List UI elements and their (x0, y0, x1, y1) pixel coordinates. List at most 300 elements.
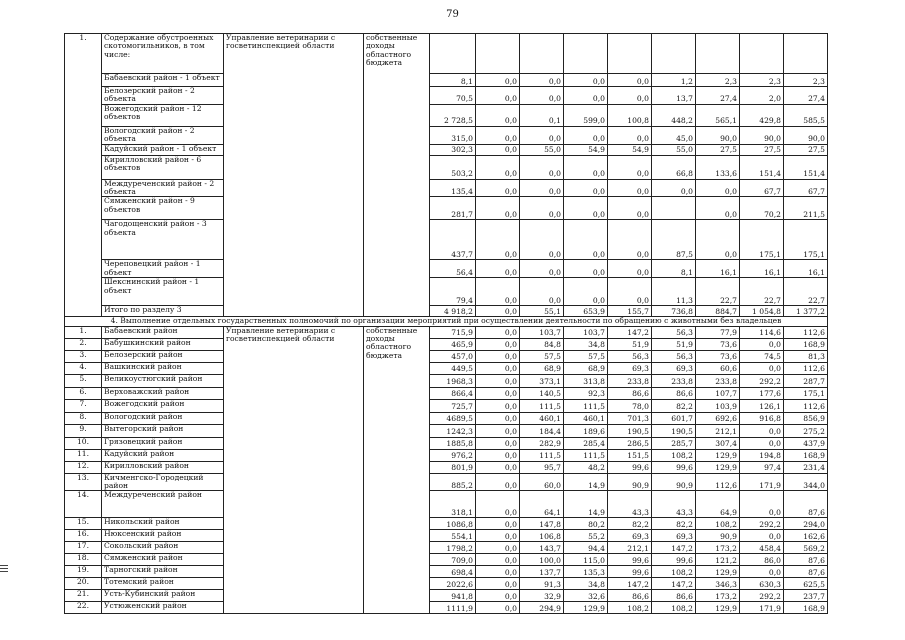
value-cell: 0,0 (476, 602, 520, 614)
row-number: 16. (65, 530, 102, 542)
table-row (65, 104, 828, 126)
value-cell: 0,0 (608, 87, 652, 105)
value-cell: 1242,3 (430, 424, 476, 437)
value-cell: 73,6 (696, 350, 740, 362)
value-cell: 64,1 (520, 491, 564, 518)
value-cell: 112,6 (784, 399, 828, 412)
value-cell: 601,7 (652, 412, 696, 424)
value-cell: 69,3 (608, 530, 652, 542)
table-row (65, 437, 828, 449)
row-name: Верховажский район (102, 387, 224, 399)
value-cell: 99,6 (608, 566, 652, 578)
table-row (65, 326, 828, 338)
executor-cell: Управление ветеринарии с госветинспекцией области (224, 34, 364, 317)
value-cell: 129,9 (696, 449, 740, 461)
table-row (65, 144, 828, 155)
value-cell: 1 377,2 (784, 306, 828, 317)
row-name: Чагодощенский район - 3 объекта (102, 220, 224, 260)
table-row (65, 412, 828, 424)
section-header-row (65, 317, 828, 326)
value-cell: 0,0 (476, 542, 520, 554)
value-cell: 73,6 (696, 338, 740, 350)
value-cell: 275,2 (784, 424, 828, 437)
value-cell: 108,2 (652, 449, 696, 461)
value-cell: 285,4 (564, 437, 608, 449)
value-cell: 292,2 (740, 518, 784, 530)
value-cell: 2,0 (740, 87, 784, 105)
row-name: Вашкинский район (102, 362, 224, 374)
value-cell: 108,2 (652, 566, 696, 578)
table-row (65, 399, 828, 412)
value-cell: 90,0 (784, 126, 828, 144)
row-number: 18. (65, 554, 102, 566)
value-cell: 151,4 (740, 155, 784, 179)
value-cell: 0,0 (740, 437, 784, 449)
row-name: Вологодский район (102, 412, 224, 424)
value-cell: 212,1 (696, 424, 740, 437)
table-row (65, 197, 828, 220)
row-number: 10. (65, 437, 102, 449)
value-cell: 0,0 (476, 155, 520, 179)
budget-table (64, 33, 828, 614)
value-cell: 8,1 (652, 260, 696, 278)
value-cell: 68,9 (564, 362, 608, 374)
value-cell: 87,6 (784, 491, 828, 518)
value-cell: 233,8 (696, 374, 740, 387)
value-cell: 313,8 (564, 374, 608, 387)
value-cell: 0,0 (476, 437, 520, 449)
value-cell: 54,9 (564, 144, 608, 155)
row-number: 1. (65, 34, 102, 317)
value-cell: 1885,8 (430, 437, 476, 449)
value-cell: 79,4 (430, 278, 476, 306)
value-cell: 194,8 (740, 449, 784, 461)
value-cell: 168,9 (784, 449, 828, 461)
value-cell: 0,0 (564, 126, 608, 144)
funding-source-cell: собственные доходы областного бюджета (364, 34, 430, 317)
value-cell: 585,5 (784, 104, 828, 126)
value-cell: 135,4 (430, 179, 476, 197)
value-cell: 0,0 (608, 74, 652, 87)
value-cell: 147,2 (652, 542, 696, 554)
row-number: 4. (65, 362, 102, 374)
value-cell: 0,0 (564, 197, 608, 220)
row-name: Вытегорский район (102, 424, 224, 437)
value-cell: 287,7 (784, 374, 828, 387)
value-cell: 86,6 (652, 590, 696, 602)
row-number: 21. (65, 590, 102, 602)
value-cell: 103,7 (564, 326, 608, 338)
value-cell: 0,0 (476, 387, 520, 399)
value-cell: 0,0 (476, 338, 520, 350)
value-cell: 95,7 (520, 461, 564, 473)
value-cell: 86,0 (740, 554, 784, 566)
value-cell: 0,0 (476, 449, 520, 461)
value-cell: 625,5 (784, 578, 828, 590)
value-cell: 147,2 (608, 578, 652, 590)
row-name: Кадуйский район - 1 объект (102, 144, 224, 155)
table-row (65, 518, 828, 530)
section-title: 4. Выполнение отдельных государственных полномочий по организации мероприятий при осуществлении деятельности по обращению с животными без владельцев (65, 317, 828, 326)
value-cell: 11,3 (652, 278, 696, 306)
value-cell (652, 197, 696, 220)
value-cell: 84,8 (520, 338, 564, 350)
row-name: Междуреченский район (102, 491, 224, 518)
value-cell: 32,6 (564, 590, 608, 602)
total-row (65, 306, 828, 317)
value-cell: 373,1 (520, 374, 564, 387)
value-cell: 51,9 (608, 338, 652, 350)
value-cell: 78,0 (608, 399, 652, 412)
row-name: Нюксенский район (102, 530, 224, 542)
value-cell: 82,2 (652, 399, 696, 412)
value-cell: 108,2 (608, 602, 652, 614)
value-cell: 114,6 (740, 326, 784, 338)
value-cell: 90,9 (608, 473, 652, 491)
row-name: Грязовецкий район (102, 437, 224, 449)
row-name: Содержание обустроенных скотомогильников, в том числе: (102, 34, 224, 74)
value-cell: 281,7 (430, 197, 476, 220)
value-cell: 99,6 (608, 461, 652, 473)
row-name: Сокольский район (102, 542, 224, 554)
value-cell: 81,3 (784, 350, 828, 362)
value-cell: 129,9 (696, 566, 740, 578)
row-name: Великоустюгский район (102, 374, 224, 387)
row-name: Вожегодский район (102, 399, 224, 412)
value-cell: 92,3 (564, 387, 608, 399)
value-cell: 448,2 (652, 104, 696, 126)
executor-cell: Управление ветеринарии с госветинспекцией области (224, 326, 364, 614)
value-cell: 86,6 (608, 387, 652, 399)
value-cell: 57,5 (564, 350, 608, 362)
value-cell: 173,2 (696, 542, 740, 554)
value-cell: 292,2 (740, 590, 784, 602)
value-cell: 111,5 (564, 399, 608, 412)
value-cell: 56,4 (430, 260, 476, 278)
value-cell: 87,6 (784, 566, 828, 578)
value-cell: 0,0 (476, 374, 520, 387)
table-row (65, 87, 828, 105)
value-cell: 346,3 (696, 578, 740, 590)
value-cell: 211,5 (784, 197, 828, 220)
table-row (65, 126, 828, 144)
value-cell: 108,2 (652, 602, 696, 614)
value-cell: 77,9 (696, 326, 740, 338)
value-cell: 0,0 (476, 412, 520, 424)
value-cell: 189,6 (564, 424, 608, 437)
value-cell: 68,9 (520, 362, 564, 374)
value-cell: 129,9 (696, 461, 740, 473)
row-name: Бабаевский район - 1 объект (102, 74, 224, 87)
value-cell: 4689,5 (430, 412, 476, 424)
table-row (65, 260, 828, 278)
row-number: 7. (65, 399, 102, 412)
value-cell: 69,3 (608, 362, 652, 374)
row-number: 5. (65, 374, 102, 387)
value-cell: 554,1 (430, 530, 476, 542)
value-cell: 168,9 (784, 338, 828, 350)
value-cell: 27,4 (784, 87, 828, 105)
table-row (65, 461, 828, 473)
table-row (65, 491, 828, 518)
value-cell: 64,9 (696, 491, 740, 518)
value-cell: 87,5 (652, 220, 696, 260)
value-cell: 885,2 (430, 473, 476, 491)
table-row (65, 74, 828, 87)
value-cell: 111,5 (564, 449, 608, 461)
value-cell: 0,0 (520, 278, 564, 306)
value-cell: 103,7 (520, 326, 564, 338)
value-cell: 60,0 (520, 473, 564, 491)
value-cell: 56,3 (652, 350, 696, 362)
row-number: 8. (65, 412, 102, 424)
value-cell (564, 34, 608, 74)
row-number: 1. (65, 326, 102, 338)
value-cell: 99,6 (652, 554, 696, 566)
value-cell: 212,1 (608, 542, 652, 554)
value-cell: 0,0 (476, 554, 520, 566)
value-cell: 112,6 (696, 473, 740, 491)
value-cell: 90,0 (696, 126, 740, 144)
value-cell: 701,3 (608, 412, 652, 424)
value-cell: 99,6 (652, 461, 696, 473)
value-cell: 2022,6 (430, 578, 476, 590)
value-cell: 99,6 (608, 554, 652, 566)
value-cell: 70,5 (430, 87, 476, 105)
value-cell: 231,4 (784, 461, 828, 473)
value-cell: 66,8 (652, 155, 696, 179)
row-name: Кичменгско-Городецкий район (102, 473, 224, 491)
value-cell: 0,0 (608, 197, 652, 220)
value-cell: 94,4 (564, 542, 608, 554)
row-name: Бабаевский район (102, 326, 224, 338)
value-cell: 137,7 (520, 566, 564, 578)
value-cell (520, 34, 564, 74)
table-row (65, 350, 828, 362)
value-cell: 57,5 (520, 350, 564, 362)
value-cell: 0,0 (608, 126, 652, 144)
value-cell: 190,5 (652, 424, 696, 437)
value-cell: 233,8 (652, 374, 696, 387)
value-cell: 1968,3 (430, 374, 476, 387)
value-cell: 0,0 (476, 306, 520, 317)
row-name: Тотемский район (102, 578, 224, 590)
value-cell: 126,1 (740, 399, 784, 412)
value-cell: 162,6 (784, 530, 828, 542)
value-cell: 45,0 (652, 126, 696, 144)
value-cell: 0,0 (520, 126, 564, 144)
value-cell: 86,6 (608, 590, 652, 602)
value-cell: 0,0 (520, 74, 564, 87)
value-cell: 112,6 (784, 362, 828, 374)
value-cell: 0,0 (520, 179, 564, 197)
value-cell: 0,0 (564, 87, 608, 105)
value-cell: 0,0 (740, 566, 784, 578)
value-cell: 16,1 (740, 260, 784, 278)
row-name: Тарногский район (102, 566, 224, 578)
value-cell: 90,0 (740, 126, 784, 144)
value-cell: 108,2 (696, 518, 740, 530)
row-name: Белозерский район (102, 350, 224, 362)
row-name: Белозерский район - 2 объекта (102, 87, 224, 105)
row-number: 12. (65, 461, 102, 473)
value-cell: 70,2 (740, 197, 784, 220)
value-cell: 884,7 (696, 306, 740, 317)
value-cell (476, 34, 520, 74)
value-cell: 0,0 (608, 155, 652, 179)
value-cell (784, 34, 828, 74)
value-cell (430, 34, 476, 74)
value-cell: 175,1 (740, 220, 784, 260)
row-number: 6. (65, 387, 102, 399)
value-cell: 0,0 (476, 126, 520, 144)
value-cell: 0,0 (476, 578, 520, 590)
row-name: Междуреченский район - 2 объекта (102, 179, 224, 197)
value-cell: 1086,8 (430, 518, 476, 530)
table-row (65, 554, 828, 566)
value-cell: 135,3 (564, 566, 608, 578)
funding-source-cell: собственные доходы областного бюджета (364, 326, 430, 614)
row-name: Бабушкинский район (102, 338, 224, 350)
row-number: 15. (65, 518, 102, 530)
page-number: 79 (446, 9, 459, 20)
row-number: 20. (65, 578, 102, 590)
value-cell: 173,2 (696, 590, 740, 602)
value-cell (608, 34, 652, 74)
value-cell: 1,2 (652, 74, 696, 87)
value-cell: 692,6 (696, 412, 740, 424)
value-cell: 0,0 (696, 220, 740, 260)
value-cell: 175,1 (784, 220, 828, 260)
value-cell: 1 054,8 (740, 306, 784, 317)
value-cell: 74,5 (740, 350, 784, 362)
value-cell: 0,0 (520, 197, 564, 220)
value-cell: 0,0 (476, 104, 520, 126)
value-cell: 0,0 (476, 399, 520, 412)
value-cell: 569,2 (784, 542, 828, 554)
value-cell: 0,0 (608, 278, 652, 306)
row-name: Сямженский район - 9 объектов (102, 197, 224, 220)
value-cell: 0,0 (476, 590, 520, 602)
table-row (65, 338, 828, 350)
value-cell: 0,0 (476, 197, 520, 220)
row-number: 22. (65, 602, 102, 614)
value-cell: 190,5 (608, 424, 652, 437)
row-name: Усть-Кубинский район (102, 590, 224, 602)
value-cell: 51,9 (652, 338, 696, 350)
value-cell: 0,0 (564, 278, 608, 306)
value-cell: 55,2 (564, 530, 608, 542)
value-cell: 100,0 (520, 554, 564, 566)
value-cell: 1798,2 (430, 542, 476, 554)
table-row (65, 155, 828, 179)
value-cell: 318,1 (430, 491, 476, 518)
value-cell: 16,1 (784, 260, 828, 278)
value-cell: 147,8 (520, 518, 564, 530)
table-row (65, 473, 828, 491)
table-row (65, 578, 828, 590)
row-name: Кирилловский район - 6 объектов (102, 155, 224, 179)
value-cell: 0,0 (476, 350, 520, 362)
value-cell: 147,2 (608, 326, 652, 338)
value-cell: 1111,9 (430, 602, 476, 614)
value-cell: 67,7 (740, 179, 784, 197)
value-cell: 801,9 (430, 461, 476, 473)
value-cell: 307,4 (696, 437, 740, 449)
value-cell: 0,0 (564, 74, 608, 87)
value-cell: 82,2 (608, 518, 652, 530)
value-cell: 111,5 (520, 399, 564, 412)
value-cell: 0,0 (476, 491, 520, 518)
value-cell: 103,9 (696, 399, 740, 412)
value-cell: 43,3 (652, 491, 696, 518)
value-cell: 177,6 (740, 387, 784, 399)
value-cell: 0,0 (520, 220, 564, 260)
value-cell: 465,9 (430, 338, 476, 350)
value-cell: 725,7 (430, 399, 476, 412)
value-cell: 0,0 (608, 260, 652, 278)
value-cell: 90,9 (652, 473, 696, 491)
row-name: Кадуйский район (102, 449, 224, 461)
row-name: Итого по разделу 3 (102, 306, 224, 317)
value-cell: 0,0 (476, 530, 520, 542)
value-cell: 0,0 (520, 87, 564, 105)
value-cell: 168,9 (784, 602, 828, 614)
table-row (65, 449, 828, 461)
value-cell: 0,0 (740, 338, 784, 350)
value-cell: 106,8 (520, 530, 564, 542)
value-cell: 69,3 (652, 530, 696, 542)
value-cell: 55,0 (520, 144, 564, 155)
row-number: 9. (65, 424, 102, 437)
value-cell: 0,0 (564, 220, 608, 260)
table-row (65, 542, 828, 554)
value-cell: 457,0 (430, 350, 476, 362)
value-cell: 315,0 (430, 126, 476, 144)
value-cell: 292,2 (740, 374, 784, 387)
value-cell: 0,0 (564, 260, 608, 278)
value-cell: 27,5 (740, 144, 784, 155)
value-cell: 143,7 (520, 542, 564, 554)
margin-marks (0, 565, 8, 574)
value-cell: 941,8 (430, 590, 476, 602)
value-cell: 69,3 (652, 362, 696, 374)
value-cell: 91,3 (520, 578, 564, 590)
value-cell: 0,0 (476, 220, 520, 260)
table-row (65, 424, 828, 437)
value-cell: 14,9 (564, 491, 608, 518)
value-cell: 282,9 (520, 437, 564, 449)
value-cell: 503,2 (430, 155, 476, 179)
value-cell: 34,8 (564, 338, 608, 350)
value-cell: 2 728,5 (430, 104, 476, 126)
table-row (65, 362, 828, 374)
value-cell: 55,0 (652, 144, 696, 155)
value-cell: 0,0 (564, 179, 608, 197)
value-cell: 129,9 (564, 602, 608, 614)
value-cell: 2,3 (784, 74, 828, 87)
value-cell: 171,9 (740, 473, 784, 491)
table-row (65, 220, 828, 260)
value-cell: 175,1 (784, 387, 828, 399)
row-name: Вологодский район - 2 объекта (102, 126, 224, 144)
value-cell: 976,2 (430, 449, 476, 461)
table-row (65, 179, 828, 197)
value-cell: 0,0 (564, 155, 608, 179)
row-number: 11. (65, 449, 102, 461)
value-cell: 27,4 (696, 87, 740, 105)
value-cell: 100,8 (608, 104, 652, 126)
